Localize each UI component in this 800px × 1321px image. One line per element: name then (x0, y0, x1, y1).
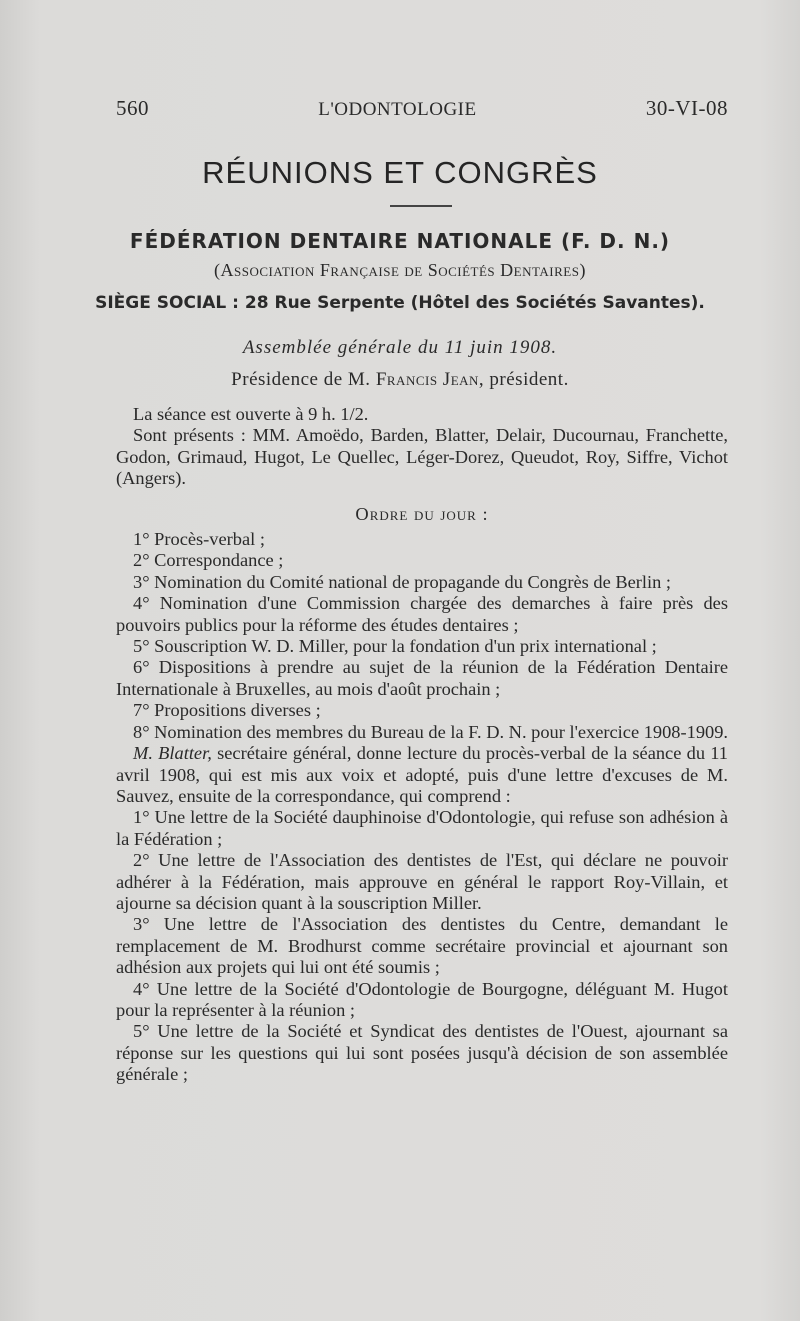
presidency-line: Présidence de M. Francis Jean, président. (231, 369, 569, 390)
article-body (116, 404, 728, 1086)
agenda-item: 3° Nomination du Comité national de propagande du Congrès de Berlin ; (133, 571, 672, 592)
federation-name: FÉDÉRATION DENTAIRE NATIONALE (F. D. N.) (129, 229, 671, 253)
opening-paragraph: La séance est ouverte à 9 h. 1/2. (133, 404, 369, 424)
letter-item: 2° Une lettre de l'Association des dentistes de l'Est, qui déclare ne pouvoir adhérer à la Fédération, mais approuve en général le rapport Roy-Villain, et ajourne sa décision quant à la souscription Miller. (116, 850, 728, 913)
agenda-item: 5° Souscription W. D. Miller, pour la fondation d'un prix international ; (133, 636, 657, 657)
agenda-item: 8° Nomination des membres du Bureau de la F. D. N. pour l'exercice 1908-1909. (133, 721, 729, 742)
agenda-item: 2° Correspondance ; (133, 550, 284, 571)
federation-siege: SIÈGE SOCIAL : 28 Rue Serpente (Hôtel des Sociétés Savantes). (95, 293, 705, 313)
agenda-heading: Ordre du jour : (355, 503, 489, 524)
agenda-item: 1° Procès-verbal ; (133, 529, 265, 550)
journal-title: L'ODONTOLOGIE (318, 99, 477, 120)
letter-item: 1° Une lettre de la Société dauphinoise d'Odontologie, qui refuse son adhésion à la Fédération ; (116, 807, 728, 849)
president-name: Francis Jean (375, 369, 479, 390)
federation-subtitle: (Association Française de Sociétés Dentaires) (214, 260, 586, 280)
agenda-item: 6° Dispositions à prendre au sujet de la réunion de la Fédération Dentaire Internationale à Bruxelles, au mois d'août prochain ; (116, 657, 728, 699)
section-title: RÉUNIONS ET CONGRÈS (202, 155, 598, 190)
speaker-name: M. Blatter, (133, 743, 212, 764)
title-divider (390, 205, 452, 207)
page-number: 560 (116, 96, 149, 120)
agenda-item: 7° Propositions diverses ; (133, 700, 321, 721)
letter-item: 3° Une lettre de l'Association des dentistes du Centre, demandant le remplacement de M. Brodhurst comme secrétaire provincial et ajournant son adhésion aux projets qui lui ont été soumis ; (116, 914, 728, 978)
attendees-paragraph: Sont présents : MM. Amoëdo, Barden, Blatter, Delair, Ducournau, Franchette, Godon, Grimaud, Hugot, Le Quellec, Léger-Dorez, Queudot, Roy, Siffre, Vichot (Angers). (116, 425, 728, 489)
letter-item: 5° Une lettre de la Société et Syndicat des dentistes de l'Ouest, ajournant sa réponse sur les questions qui lui sont posées jusqu'à décision de son assemblée générale ; (116, 1021, 728, 1085)
blatter-paragraph: M. Blatter, secrétaire général, donne lecture du procès-verbal de la séance du 11 avril 1908, qui est mis aux voix et adopté, puis d'une lettre d'excuses de M. Sauvez, ensuite de la correspondance, qui comprend : (116, 743, 729, 806)
agenda-item: 4° Nomination d'une Commission chargée des demarches à faire près des pouvoirs publics pour la réforme des études dentaires ; (116, 593, 728, 635)
letter-item: 4° Une lettre de la Société d'Odontologie de Bourgogne, déléguant M. Hugot pour la représenter à la réunion ; (116, 978, 728, 1020)
assembly-heading: Assemblée générale du 11 juin 1908. (242, 337, 558, 358)
issue-date: 30-VI-08 (645, 96, 728, 120)
running-header (116, 96, 728, 121)
